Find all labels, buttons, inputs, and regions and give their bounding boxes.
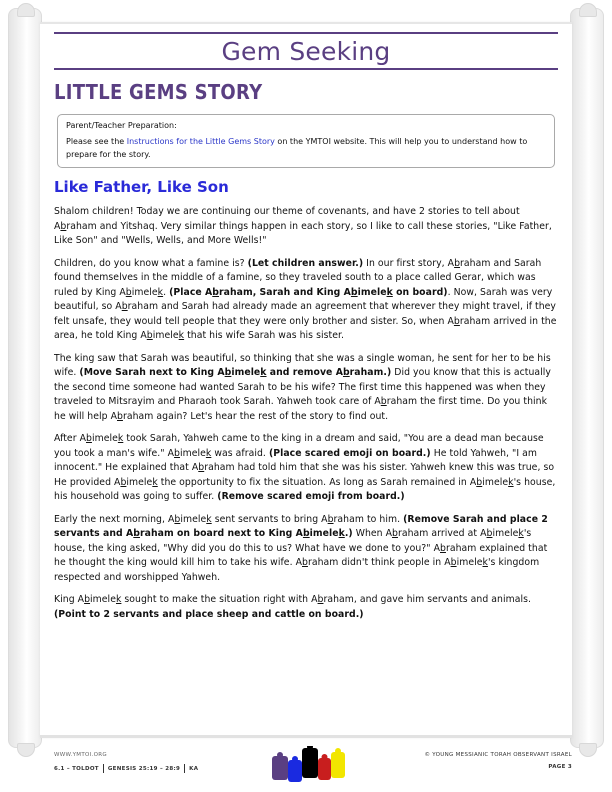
scroll-cap-icon (579, 3, 597, 17)
preparation-text-end: on the YMTOI website. This will help you to understand how to prepare for the story. (66, 137, 528, 159)
instructions-link[interactable]: Instructions for the Little Gems Story (126, 137, 275, 146)
preparation-heading: Parent/Teacher Preparation: (66, 121, 177, 130)
story-paragraph: After Abimelek took Sarah, Yahweh came to the king in a dream and said, "You are a dead man because you took a man's wife." Abimelek was afraid. (Place scared emoji on board.) He told Yahweh, "I am innocent." He explained that Abraham had told him that she was his sister. Yahweh knew this was true, so He provided Abimelek the opportunity to fix the situation. As long as Sarah remained in Abimelek's house, his household was going to suffer. (Remove scared emoji from board.) (54, 433, 556, 502)
footer-level: KA (189, 765, 199, 772)
footer-lesson: 6.1 – TOLDOT (54, 765, 99, 772)
scroll-cap-icon (17, 743, 35, 757)
scroll-cap-icon (579, 743, 597, 757)
scroll-rod-left (8, 8, 42, 748)
story-body (54, 205, 558, 622)
footer-lesson-info (54, 764, 198, 773)
story-title: Like Father, Like Son (54, 178, 229, 196)
page-content (54, 32, 558, 622)
footer-left (54, 752, 198, 773)
page-title: Gem Seeking (221, 36, 391, 66)
preparation-text-start: Please see the (66, 137, 127, 146)
footer-copyright: © YOUNG MESSIANIC TORAH OBSERVANT ISRAEL (424, 752, 572, 758)
story-paragraph: Children, do you know what a famine is? (Let children answer.) In our first story, Abraham and Sarah found themselves in the middle of a famine, so they traveled south to a place called Gerar, which was ruled by King Abimelek. (Place Abraham, Sarah and King Abimelek on board). Now, Sarah was very beautiful, so Abraham and Sarah had already made an agreement that wherever they might travel, if they felt unsafe, they would tell people that they were only brother and sister. So, when Abraham arrived in the area, he told King Abimelek that his wife Sarah was his sister. (54, 257, 557, 341)
title-bar (54, 32, 558, 70)
story-paragraph: Early the next morning, Abimelek sent servants to bring Abraham to him. (Remove Sarah and place 2 servants and Abraham on board next to King Abimelek.) When Abraham arrived at Abimelek's house, the king asked, "Why did you do this to us? What have we done to you?" Abraham explained that he thought the king would kill him to take his wife. Abraham didn't think people in Abimelek's kingdom respected and worshipped Yahweh. (54, 513, 548, 583)
footer-right (424, 752, 572, 770)
footer-website[interactable]: WWW.YMTOI.ORG (54, 752, 107, 758)
story-paragraph: Shalom children! Today we are continuing our theme of covenants, and have 2 stories to tell about Abraham and Yitshaq. Very similar things happen in each story, so I like to call these stories, "Like Father, Like Son" and "Wells, Wells, and More Wells!" (54, 206, 552, 246)
section-title: LITTLE GEMS STORY (54, 80, 263, 104)
footer-page-number: PAGE 3 (548, 764, 572, 770)
scroll-cap-icon (17, 3, 35, 17)
footer-divider (103, 764, 104, 773)
preparation-box (57, 114, 555, 168)
scroll-rod-right (570, 8, 604, 748)
preparation-text (66, 135, 546, 161)
story-paragraph: The king saw that Sarah was beautiful, so thinking that she was a single woman, he sent for her to be his wife. (Move Sarah next to King Abimelek and remove Abraham.) Did you know that this is actually the second time someone had wanted Sarah to be his wife? The first time this happened was when they traveled to Mitsrayim and Pharaoh took Sarah. Yahweh took care of Abraham the first time. Do you think he will help Abraham again? Let's hear the rest of the story to find out. (54, 352, 551, 422)
footer-divider (184, 764, 185, 773)
footer-scripture: GENESIS 25:19 – 28:9 (107, 765, 181, 772)
story-paragraph: King Abimelek sought to make the situation right with Abraham, and gave him servants and animals. (Point to 2 servants and place sheep and cattle on board.) (54, 594, 531, 620)
ymtoi-logo-icon (270, 746, 350, 782)
